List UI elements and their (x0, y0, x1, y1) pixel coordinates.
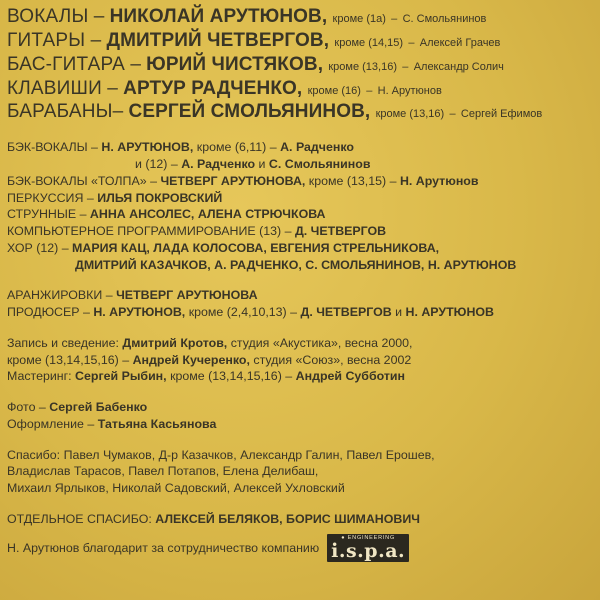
thanks-line-2: Владислав Тарасов, Павел Потапов, Елена Делибаш, (7, 464, 319, 479)
credit-bass: БАС-ГИТАРА – ЮРИЙ ЧИСТЯКОВ, кроме (13,16) – Александр Солич (7, 53, 504, 75)
special-thanks: ОТДЕЛЬНОЕ СПАСИБО: АЛЕКСЕЙ БЕЛЯКОВ, БОРИС ШИМАНОВИЧ (7, 512, 420, 526)
credit-recording: Запись и сведение: Дмитрий Кротов, студия «Акустика», весна 2000, (7, 335, 413, 350)
credit-strings: СТРУННЫЕ – АННА АНСОЛЕС, АЛЕНА СТРЮЧКОВА (7, 207, 326, 222)
credit-crowd-vocals: БЭК-ВОКАЛЫ «ТОЛПА» – ЧЕТВЕРГ АРУТЮНОВА, кроме (13,15) – Н. Арутюнов (7, 173, 479, 188)
credit-drums: БАРАБАНЫ– СЕРГЕЙ СМОЛЬЯНИНОВ, кроме (13,16) – Сергей Ефимов (7, 101, 543, 123)
credit-recording-extra: кроме (13,14,15,16) – Андрей Кучеренко, студия «Союз», весна 2002 (7, 352, 412, 367)
credit-percussion: ПЕРКУССИЯ – ИЛЬЯ ПОКРОВСКИЙ (7, 190, 223, 205)
credit-substitute: Алексей Грачев (419, 36, 501, 49)
thanks-line-1: Спасибо: Павел Чумаков, Д-р Казачков, Александр Галин, Павел Ерошев, (7, 447, 435, 462)
credit-substitute: С. Смольянинов (402, 13, 487, 25)
credits-page (7, 6, 597, 562)
credit-guitars: ГИТАРЫ – ДМИТРИЙ ЧЕТВЕРГОВ, кроме (14,15) – Алексей Грачев (7, 29, 501, 51)
credit-except: кроме (13,16) (375, 108, 445, 121)
credit-vocals: ВОКАЛЫ – НИКОЛАЙ АРУТЮНОВ, кроме (1а) – С. Смольянинов (7, 6, 487, 27)
production-credits (7, 288, 597, 319)
credit-except: кроме (14,15) (334, 36, 404, 49)
credit-choir-continued: ДМИТРИЙ КАЗАЧКОВ, А. РАДЧЕНКО, С. СМОЛЬЯНИНОВ, Н. АРУТЮНОВ (75, 257, 517, 272)
credit-substitute: Александр Солич (413, 60, 504, 73)
footer-text: Н. Арутюнов благодарит за сотрудничество компанию (7, 541, 320, 556)
credit-backing-vocals: БЭК-ВОКАЛЫ – Н. АРУТЮНОВ, кроме (6,11) – А. Радченко (7, 140, 354, 155)
thanks-line-3: Михаил Ярлыков, Николай Садовский, Алексей Ухловский (7, 481, 345, 496)
credit-role: БАС-ГИТАРА (7, 53, 126, 75)
credit-producer: ПРОДЮСЕР – Н. АРУТЮНОВ, кроме (2,4,10,13) – Д. ЧЕТВЕРГОВ и Н. АРУТЮНОВ (7, 305, 494, 320)
credit-programming: КОМПЬЮТЕРНОЕ ПРОГРАММИРОВАНИЕ (13) – Д. ЧЕТВЕРГОВ (7, 224, 387, 239)
credit-except: кроме (1а) (332, 13, 386, 25)
credit-role: ГИТАРЫ (7, 29, 86, 51)
credit-choir: ХОР (12) – МАРИЯ КАЦ, ЛАДА КОЛОСОВА, ЕВГЕНИЯ СТРЕЛЬНИКОВА, (7, 240, 440, 255)
design-credits (7, 400, 597, 431)
footer (7, 534, 597, 562)
recording-credits (7, 336, 597, 384)
credit-role: ВОКАЛЫ (7, 6, 89, 27)
logo-tagline: ● ENGINEERING (341, 535, 396, 542)
ispa-logo (327, 534, 409, 562)
credit-name: ЮРИЙ ЧИСТЯКОВ, (146, 53, 324, 75)
additional-credits (7, 140, 597, 272)
credit-except: кроме (16) (307, 84, 361, 97)
credit-layout: Оформление – Татьяна Касьянова (7, 416, 217, 431)
credit-role: БАРАБАНЫ (7, 101, 113, 123)
credit-role: КЛАВИШИ (7, 77, 103, 99)
credit-except: кроме (13,16) (328, 60, 397, 73)
credit-keys: КЛАВИШИ – АРТУР РАДЧЕНКО, кроме (16) – Н. Арутюнов (7, 77, 442, 99)
credit-name: АРТУР РАДЧЕНКО, (123, 77, 303, 99)
credit-backing-vocals-extra: и (12) – А. Радченко и С. Смольянинов (135, 156, 371, 171)
credit-name: СЕРГЕЙ СМОЛЬЯНИНОВ, (128, 101, 371, 123)
logo-brand: i.s.p.a. (331, 540, 406, 563)
credit-substitute: Сергей Ефимов (460, 108, 543, 121)
credit-mastering: Мастеринг: Сергей Рыбин, кроме (13,14,15,16) – Андрей Субботин (7, 369, 406, 384)
main-credits (7, 6, 597, 123)
credit-photo: Фото – Сергей Бабенко (7, 400, 148, 415)
credit-arrangements: АРАНЖИРОВКИ – ЧЕТВЕРГ АРУТЮНОВА (7, 288, 258, 303)
credit-name: НИКОЛАЙ АРУТЮНОВ, (109, 6, 328, 27)
thanks-section (7, 448, 597, 496)
credit-name: ДМИТРИЙ ЧЕТВЕРГОВ, (106, 29, 330, 51)
credit-substitute: Н. Арутюнов (377, 84, 442, 97)
